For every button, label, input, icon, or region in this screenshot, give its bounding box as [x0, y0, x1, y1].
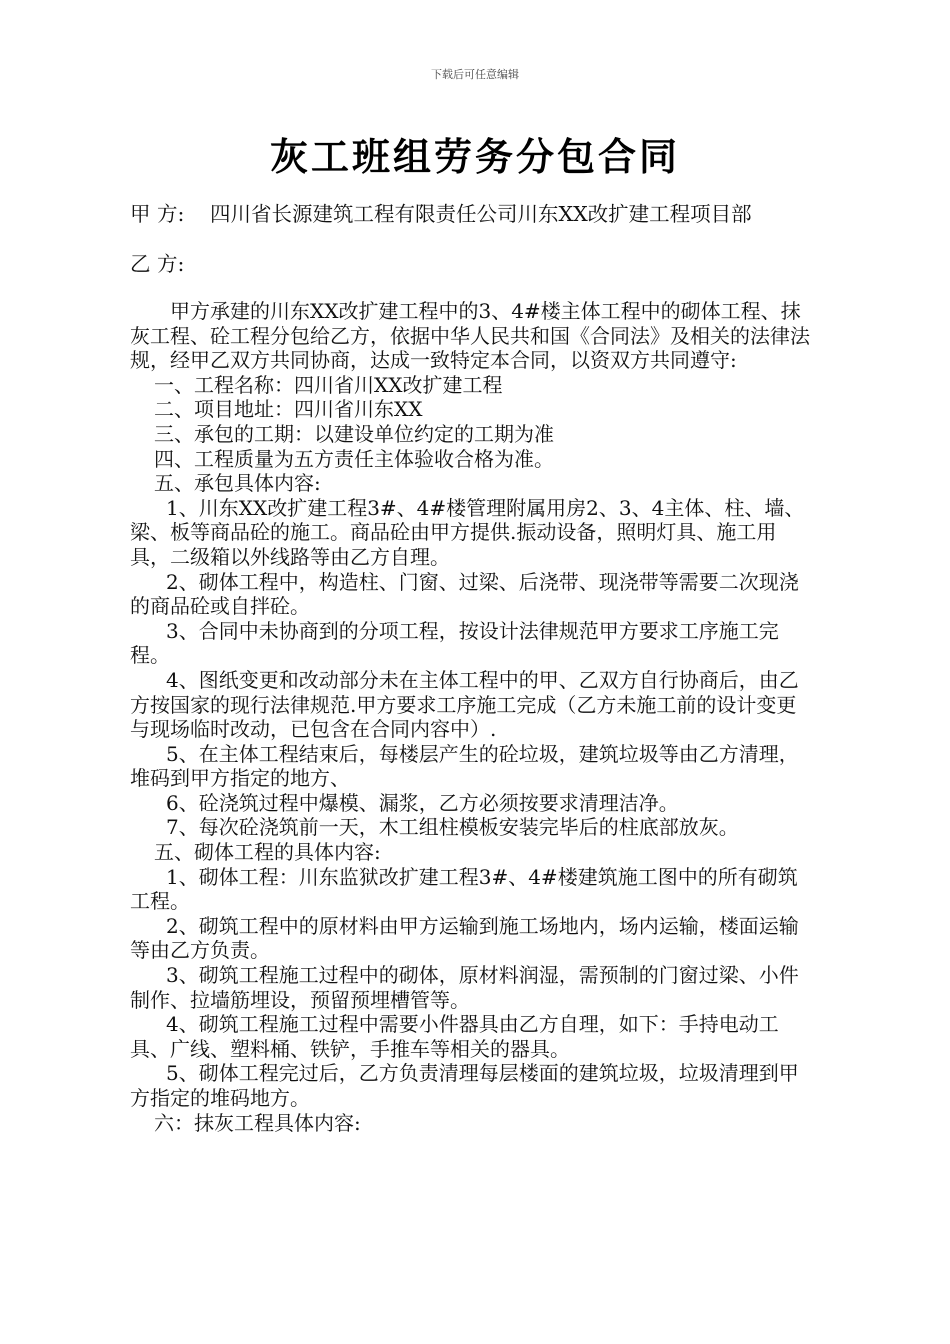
- contract-paragraph: 五、砌体工程的具体内容:: [154, 840, 381, 865]
- contract-paragraph: 1、砌体工程：川东监狱改扩建工程3#、4#楼建筑施工图中的所有砌筑工程。: [130, 864, 798, 914]
- contract-paragraph: 7、每次砼浇筑前一天，木工组柱模板安装完毕后的柱底部放灰。: [166, 815, 739, 840]
- contract-paragraph: 4、砌筑工程施工过程中需要小件器具由乙方自理，如下：手持电动工具、广线、塑料桶、铁铲，手推车等相关的器具。: [130, 1012, 779, 1061]
- party-a-label: 甲 方:: [130, 202, 185, 226]
- party-a: [130, 202, 810, 227]
- contract-paragraph: 4、图纸变更和改动部分未在主体工程中的甲、乙双方自行协商后，由乙方按国家的现行法律规范.甲方要求工序施工完成（乙方未施工前的设计变更与现场临时改动，已包含在合同内容中）.: [130, 667, 799, 742]
- contract-paragraph: 六：抹灰工程具体内容:: [154, 1110, 361, 1135]
- contract-paragraph: 三、承包的工期：以建设单位约定的工期为准: [154, 421, 554, 446]
- contract-paragraph: 5、砌体工程完过后，乙方负责清理每层楼面的建筑垃圾，垃圾清理到甲方指定的堆码地方。: [130, 1061, 799, 1110]
- contract-paragraph: 6、砼浇筑过程中爆模、漏浆，乙方必须按要求清理洁净。: [166, 790, 679, 815]
- contract-paragraph: 甲方承建的川东XX改扩建工程中的3、4#楼主体工程中的砌体工程、抹灰工程、砼工程分包给乙方，依据中华人民共和国《合同法》及相关的法律法规，经甲乙双方共同协商，达成一致特定本合同，以资双方共同遵守:: [130, 299, 810, 373]
- contract-paragraph: 四、工程质量为五方责任主体验收合格为准。: [154, 446, 554, 471]
- contract-paragraph: 3、砌筑工程施工过程中的砌体，原材料润湿，需预制的门窗过梁、小件制作、拉墙筋埋设，预留预埋槽管等。: [130, 963, 799, 1012]
- contract-paragraph: 2、砌筑工程中的原材料由甲方运输到施工场地内，场内运输，楼面运输等由乙方负责。: [130, 913, 799, 963]
- contract-paragraph: 二、项目地址：四川省川东XX: [154, 397, 423, 422]
- contract-paragraph: 3、合同中未协商到的分项工程，按设计法律规范甲方要求工序施工完程。: [130, 618, 779, 668]
- contract-paragraph: 5、在主体工程结束后，每楼层产生的砼垃圾，建筑垃圾等由乙方清理，堆码到甲方指定的地方、: [130, 741, 799, 791]
- party-a-value: 四川省长源建筑工程有限责任公司川东XX改扩建工程项目部: [210, 202, 752, 226]
- party-b-label: 乙 方:: [130, 252, 185, 276]
- contract-body: [130, 299, 815, 1135]
- contract-paragraph: 一、工程名称：四川省川XX改扩建工程: [154, 372, 503, 397]
- party-b: [130, 252, 800, 277]
- contract-paragraph: 五、承包具体内容:: [154, 471, 321, 496]
- contract-paragraph: 2、砌体工程中，构造柱、门窗、过梁、后浇带、现浇带等需要二次现浇的商品砼或自拌砼。: [130, 569, 799, 619]
- header-note: 下载后可任意编辑: [431, 68, 519, 81]
- contract-paragraph: 1、川东XX改扩建工程3#、4#楼管理附属用房2、3、4主体、柱、墙、梁、板等商品砼的施工。商品砼由甲方提供.振动设备，照明灯具、施工用具，二级箱以外线路等由乙方自理。: [130, 495, 805, 569]
- document-title: 灰工班组劳务分包合同: [269, 135, 680, 179]
